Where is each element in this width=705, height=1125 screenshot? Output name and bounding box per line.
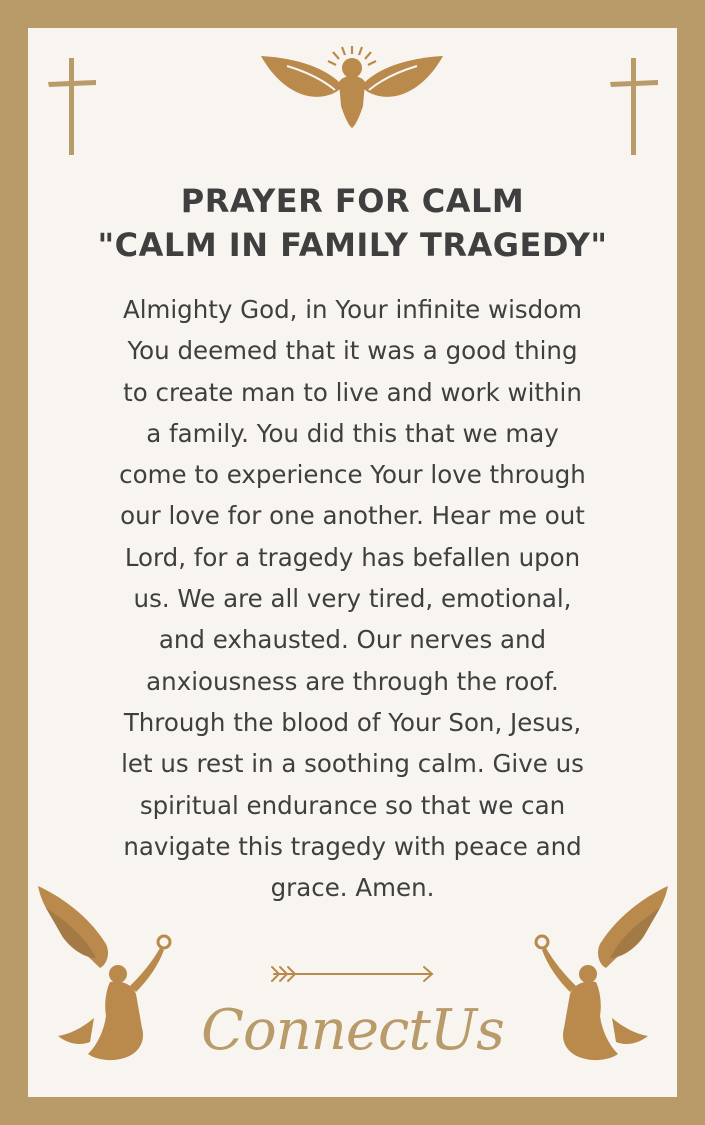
arrow-icon (268, 962, 436, 986)
prayer-line: and exhausted. Our nerves and (158, 625, 547, 655)
cross-icon (46, 56, 98, 156)
prayer-line: anxiousness are through the roof. (146, 666, 559, 696)
prayer-line: to create man to live and work within (123, 377, 582, 407)
prayer-line: Almighty God, in Your infinite wisdom (122, 295, 583, 324)
angel-icon (34, 878, 184, 1068)
prayer-title: PRAYER FOR CALM (180, 182, 525, 220)
prayer-line: spiritual endurance so that we can (139, 790, 566, 820)
connectus-logo: ConnectUs (201, 998, 504, 1063)
prayer-line: let us rest in a soothing calm. Give us (121, 749, 584, 779)
angel-icon (522, 878, 672, 1068)
prayer-line: our love for one another. Hear me out (120, 501, 585, 531)
prayer-line: us. We are all very tired, emotional, (133, 584, 572, 614)
prayer-line: Through the blood of Your Son, Jesus, (123, 707, 582, 737)
prayer-line: come to experience Your love through (119, 460, 586, 490)
prayer-subtitle: "CALM IN FAMILY TRAGEDY" (97, 226, 608, 264)
prayer-body (50, 289, 655, 908)
prayer-line: navigate this tragedy with peace and (123, 831, 582, 861)
winged-sun-emblem-icon (257, 44, 447, 134)
prayer-line: You deemed that it was a good thing (127, 336, 578, 366)
prayer-line: a family. You did this that we may (146, 418, 559, 448)
prayer-line: Lord, for a tragedy has befallen upon (124, 542, 581, 572)
cross-icon (608, 56, 660, 156)
prayer-line: grace. Amen. (270, 873, 435, 903)
